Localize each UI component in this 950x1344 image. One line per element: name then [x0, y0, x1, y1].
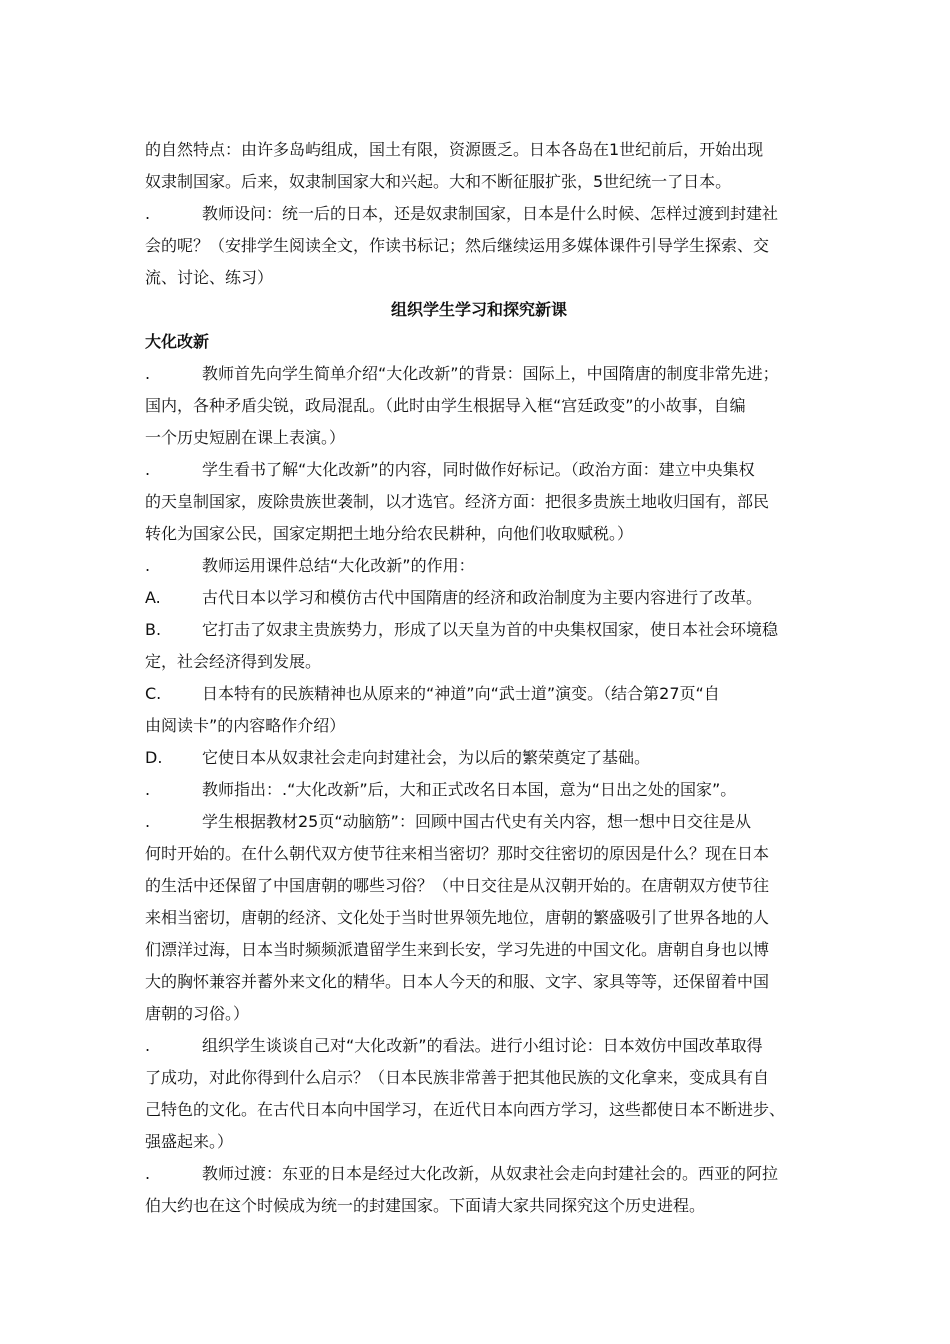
text-line: 强盛起来。） — [145, 1132, 234, 1151]
paragraph-background — [145, 358, 813, 454]
text-line: 来相当密切，唐朝的经济、文化处于当时世界领先地位，唐朝的繁盛吸引了世界各地的人 — [145, 908, 770, 927]
text-line: 古代日本以学习和模仿古代中国隋唐的经济和政治制度为主要内容进行了改革。 — [202, 588, 763, 607]
list-marker: C. — [145, 684, 162, 703]
list-item-d — [145, 742, 813, 774]
text-line: 唐朝的习俗。） — [145, 1004, 250, 1023]
text-line: 奴隶制国家。后来，奴隶制国家大和兴起。大和不断征服扩张，5世纪统一了日本。 — [145, 172, 732, 191]
text-line: 一个历史短剧在课上表演。） — [145, 428, 346, 447]
text-line: 己特色的文化。在古代日本向中国学习，在近代日本向西方学习，这些都使日本不断进步、 — [145, 1100, 786, 1119]
paragraph-marker: . — [145, 1164, 151, 1183]
document-page — [145, 134, 813, 1222]
paragraph-effect — [145, 550, 813, 582]
list-item-b — [145, 614, 813, 678]
text-line: 教师运用课件总结“大化改新”的作用： — [202, 556, 475, 575]
text-line: 了成功，对此你得到什么启示？（日本民族非常善于把其他民族的文化拿来，变成具有自 — [145, 1068, 770, 1087]
paragraph-marker: . — [145, 780, 151, 799]
text-line: 它打击了奴隶主贵族势力，形成了以天皇为首的中央集权国家，使日本社会环境稳 — [202, 620, 779, 639]
text-line: 会的呢？（安排学生阅读全文，作读书标记；然后继续运用多媒体课件引导学生探索、交 — [145, 236, 770, 255]
text-line: 教师设问：统一后的日本，还是奴隶制国家，日本是什么时候、怎样过渡到封建社 — [202, 204, 779, 223]
text-line: 流、讨论、练习） — [145, 268, 274, 287]
text-line: 学生看书了解“大化改新”的内容，同时做作好标记。（政治方面：建立中央集权 — [202, 460, 755, 479]
text-line: 组织学生谈谈自己对“大化改新”的看法。进行小组讨论：日本效仿中国改革取得 — [202, 1036, 763, 1055]
text-line: 教师指出：.“大化改新”后，大和正式改名日本国，意为“日出之处的国家”。 — [202, 780, 737, 799]
text-line: 教师首先向学生简单介绍“大化改新”的背景：国际上，中国隋唐的制度非常先进； — [202, 364, 779, 383]
paragraph-marker: . — [145, 1036, 151, 1055]
text-line: 的天皇制国家，废除贵族世袭制，以才选官。经济方面：把很多贵族土地收归国有，部民 — [145, 492, 770, 511]
text-line: 它使日本从奴隶社会走向封建社会，为以后的繁荣奠定了基础。 — [202, 748, 651, 767]
list-item-c — [145, 678, 813, 742]
paragraph-marker: . — [145, 204, 151, 223]
text-line: 的自然特点：由许多岛屿组成，国土有限，资源匮乏。日本各岛在1世纪前后，开始出现 — [145, 140, 764, 159]
paragraph-exchange — [145, 806, 813, 1030]
text-line: 学生根据教材25页“动脑筋”：回顾中国古代史有关内容，想一想中日交往是从 — [202, 812, 751, 831]
paragraph-transition — [145, 1158, 813, 1222]
paragraph-marker: . — [145, 556, 151, 575]
paragraph-content — [145, 454, 813, 550]
paragraph-discuss — [145, 1030, 813, 1158]
text-line: 转化为国家公民，国家定期把土地分给农民耕种，向他们收取赋税。） — [145, 524, 634, 543]
text-line: 国内，各种矛盾尖锐，政局混乱。（此时由学生根据导入框“宫廷政变”的小故事，自编 — [145, 396, 746, 415]
text-line: 日本特有的民族精神也从原来的“神道”向“武士道”演变。（结合第27页“自 — [202, 684, 720, 703]
list-marker: B. — [145, 620, 162, 639]
text-line: 定，社会经济得到发展。 — [145, 652, 322, 671]
paragraph-marker: . — [145, 460, 151, 479]
paragraph-marker: . — [145, 812, 151, 831]
text-line: 们漂洋过海，日本当时频频派遣留学生来到长安，学习先进的中国文化。唐朝自身也以博 — [145, 940, 770, 959]
text-line: 由阅读卡”的内容略作介绍） — [145, 716, 346, 735]
text-line: 大的胸怀兼容并蓄外来文化的精华。日本人今天的和服、文字、家具等等，还保留着中国 — [145, 972, 770, 991]
list-marker: D. — [145, 748, 163, 767]
text-line: 的生活中还保留了中国唐朝的哪些习俗？（中日交往是从汉朝开始的。在唐朝双方使节往 — [145, 876, 770, 895]
paragraph-marker: . — [145, 364, 151, 383]
section-heading: 大化改新 — [145, 332, 210, 351]
paragraph-question — [145, 198, 813, 294]
paragraph-name — [145, 774, 813, 806]
section-title: 组织学生学习和探究新课 — [390, 300, 567, 319]
list-item-a — [145, 582, 813, 614]
text-line: 伯大约也在这个时候成为统一的封建国家。下面请大家共同探究这个历史进程。 — [145, 1196, 706, 1215]
text-line: 何时开始的。在什么朝代双方使节往来相当密切？那时交往密切的原因是什么？现在日本 — [145, 844, 770, 863]
text-line: 教师过渡：东亚的日本是经过大化改新，从奴隶社会走向封建社会的。西亚的阿拉 — [202, 1164, 779, 1183]
list-marker: A. — [145, 588, 161, 607]
